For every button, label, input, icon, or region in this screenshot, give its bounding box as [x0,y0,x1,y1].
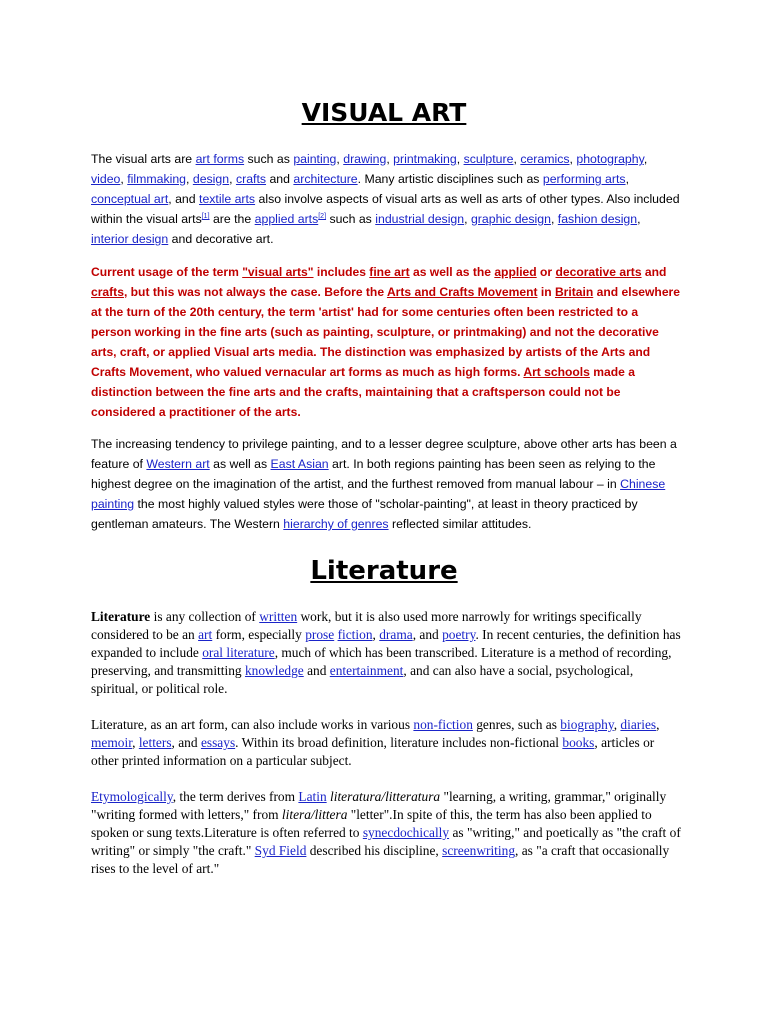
link-drawing[interactable]: drawing [343,152,387,166]
link-memoir[interactable]: memoir [91,735,133,750]
link-fine-art[interactable]: fine art [369,265,410,279]
text: such as [326,212,376,226]
text: "learning, a writing, grammar," originally "writing formed with letters," from [91,789,667,822]
text: , much of which has been transcribed. Literature is a method of recording, preserving, and transmitting [91,645,672,678]
text: , [120,172,128,186]
text: , the term derives from [172,789,299,804]
link-books[interactable]: books [562,735,595,750]
link-graphic-design[interactable]: graphic design [470,212,551,226]
bold-term: Literature [91,609,151,624]
text: and [303,663,330,678]
text: The increasing tendency to privilege painting, and to a lesser degree sculpture, above other arts has been a feature of [91,437,677,471]
link-printmaking[interactable]: printmaking [393,152,457,166]
text: are the [209,212,255,226]
link-oral-literature[interactable]: oral literature [202,645,275,660]
link-photography[interactable]: photography [576,152,644,166]
link-etymologically[interactable]: Etymologically [91,789,173,804]
footnote-link-1[interactable]: [1] [201,212,210,220]
literature-heading: Literature [310,556,458,586]
text: reflected similar attitudes. [388,517,532,531]
text: includes [313,265,370,279]
literature-paragraph-2 [91,716,681,770]
text: form, especially [212,627,306,642]
link-poetry[interactable]: poetry [442,627,476,642]
link-filmmaking[interactable]: filmmaking [127,172,187,186]
link-drama[interactable]: drama [379,627,413,642]
text: , [550,212,558,226]
link-knowledge[interactable]: knowledge [244,663,304,678]
text: art. In both regions painting has been seen as relying to the highest degree on the imagination of the artist, and the furthest removed from manual labour – in [91,457,656,491]
text: , and [412,627,443,642]
text: "letter".In spite of this, the term has also been applied to spoken or sung texts.Literature is often referred to [91,807,652,840]
text: , [456,152,464,166]
text: Literature, as an art form, can also include works in various [91,717,414,732]
text: as well as [209,457,271,471]
visual-art-paragraph-3 [91,434,681,534]
text: the most highly valued styles were those of "scholar-painting", at least in theory practiced by gentleman amateurs. The Western [91,497,638,531]
literature-paragraph-1 [91,608,681,698]
text: , [643,152,648,166]
text: described his discipline, [306,843,443,858]
text: also involve aspects of visual arts as well as arts of other types. Also included within the visual arts [91,192,680,226]
italic-term: literatura/litteratura [330,789,441,804]
text: is any collection of [150,609,260,624]
link-britain[interactable]: Britain [554,285,594,299]
link-performing-arts[interactable]: performing arts [542,172,626,186]
link-painting[interactable]: painting [293,152,337,166]
link-art[interactable]: art [198,627,213,642]
text: and elsewhere at the turn of the 20th century, the term 'artist' had for some centuries often been restricted to a person working in the fine arts (such as painting, sculpture, or printmaking) and not the decorative arts, craft, or applied Visual arts media. The distinction was emphasized by artists of the Arts and Crafts Movement, who valued vernacular art forms as much as high forms. [91,285,680,379]
text: , [186,172,193,186]
link-diaries[interactable]: diaries [620,717,657,732]
link-crafts[interactable]: crafts [235,172,267,186]
text: work, but it is also used more narrowly for writings specifically considered to be an [91,609,642,642]
text: and decorative art. [168,232,274,246]
text: as "writing," and poetically as "the craft of writing" or simply "the craft." [91,825,681,858]
text: and [641,265,667,279]
text: , [513,152,521,166]
link-conceptual-art[interactable]: conceptual art [91,192,169,206]
text: , and [171,735,201,750]
link-decorative-arts[interactable]: decorative arts [555,265,642,279]
text: , and [168,192,200,206]
link-essays[interactable]: essays [200,735,236,750]
text: , but this was not always the case. Before the [123,285,387,299]
link-entertainment[interactable]: entertainment [329,663,404,678]
link-latin[interactable]: Latin [298,789,327,804]
text: genres, such as [472,717,561,732]
text: , as "a craft that occasionally rises to the level of art." [91,843,670,876]
text: , [132,735,139,750]
link-visual-arts[interactable]: "visual arts" [242,265,314,279]
link-sculpture[interactable]: sculpture [463,152,514,166]
visual-art-paragraph-1 [91,149,681,249]
link-interior-design[interactable]: interior design [91,232,169,246]
link-screenwriting[interactable]: screenwriting [442,843,516,858]
text: , [625,172,629,186]
text: or [536,265,556,279]
text: , [656,717,660,732]
link-written[interactable]: written [259,609,298,624]
text: , [372,627,380,642]
text: , [613,717,621,732]
text: , [386,152,394,166]
link-ceramics[interactable]: ceramics [520,152,570,166]
text: and [266,172,294,186]
italic-term: litera/littera [281,807,348,822]
link-chinese-painting[interactable]: Chinese painting [91,477,666,511]
link-east-asian[interactable]: East Asian [270,457,329,471]
text: , [229,172,236,186]
link-fashion-design[interactable]: fashion design [557,212,638,226]
text: . In recent centuries, the definition has expanded to include [91,627,681,660]
link-applied-arts[interactable]: applied arts [254,212,319,226]
footnote-link-2[interactable]: [2] [318,212,327,220]
text: as well as the [409,265,495,279]
text: , and can also have a social, psychological, spiritual, or political role. [91,663,634,696]
link-design[interactable]: design [192,172,230,186]
text: , [637,212,641,226]
link-western-art[interactable]: Western art [146,457,210,471]
text: , articles or other printed information on a particular subject. [91,735,655,768]
link-textile-arts[interactable]: textile arts [199,192,256,206]
link-biography[interactable]: biography [560,717,614,732]
text: Current usage of the term [91,265,243,279]
link-art-schools[interactable]: Art schools [523,365,590,379]
link-industrial-design[interactable]: industrial design [375,212,465,226]
link-art-forms[interactable]: art forms [195,152,245,166]
text: made a distinction between the fine arts and the crafts, maintaining that a craftsperson could not be considered a practitioner of the arts. [91,365,635,419]
link-crafts-red[interactable]: crafts [91,285,124,299]
link-hierarchy-of-genres[interactable]: hierarchy of genres [283,517,389,531]
link-prose[interactable]: prose [305,627,335,642]
link-syd-field[interactable]: Syd Field [254,843,307,858]
link-video[interactable]: video [91,172,121,186]
text: in [537,285,555,299]
text: , [464,212,471,226]
visual-art-heading: VISUAL ART [301,98,467,127]
visual-art-paragraph-2 [91,262,681,422]
literature-paragraph-3 [91,788,681,878]
text: such as [244,152,294,166]
link-applied[interactable]: applied [494,265,537,279]
text: . Many artistic disciplines such as [357,172,543,186]
link-fiction[interactable]: fiction [337,627,373,642]
link-letters[interactable]: letters [138,735,172,750]
text: , [569,152,577,166]
link-synecdochically[interactable]: synecdochically [362,825,450,840]
link-architecture[interactable]: architecture [293,172,358,186]
link-arts-and-crafts-movement[interactable]: Arts and Crafts Movement [386,285,538,299]
text: The visual arts are [91,152,196,166]
text: . Within its broad definition, literature includes non-fictional [235,735,563,750]
text: , [336,152,344,166]
link-non-fiction[interactable]: non-fiction [413,717,473,732]
